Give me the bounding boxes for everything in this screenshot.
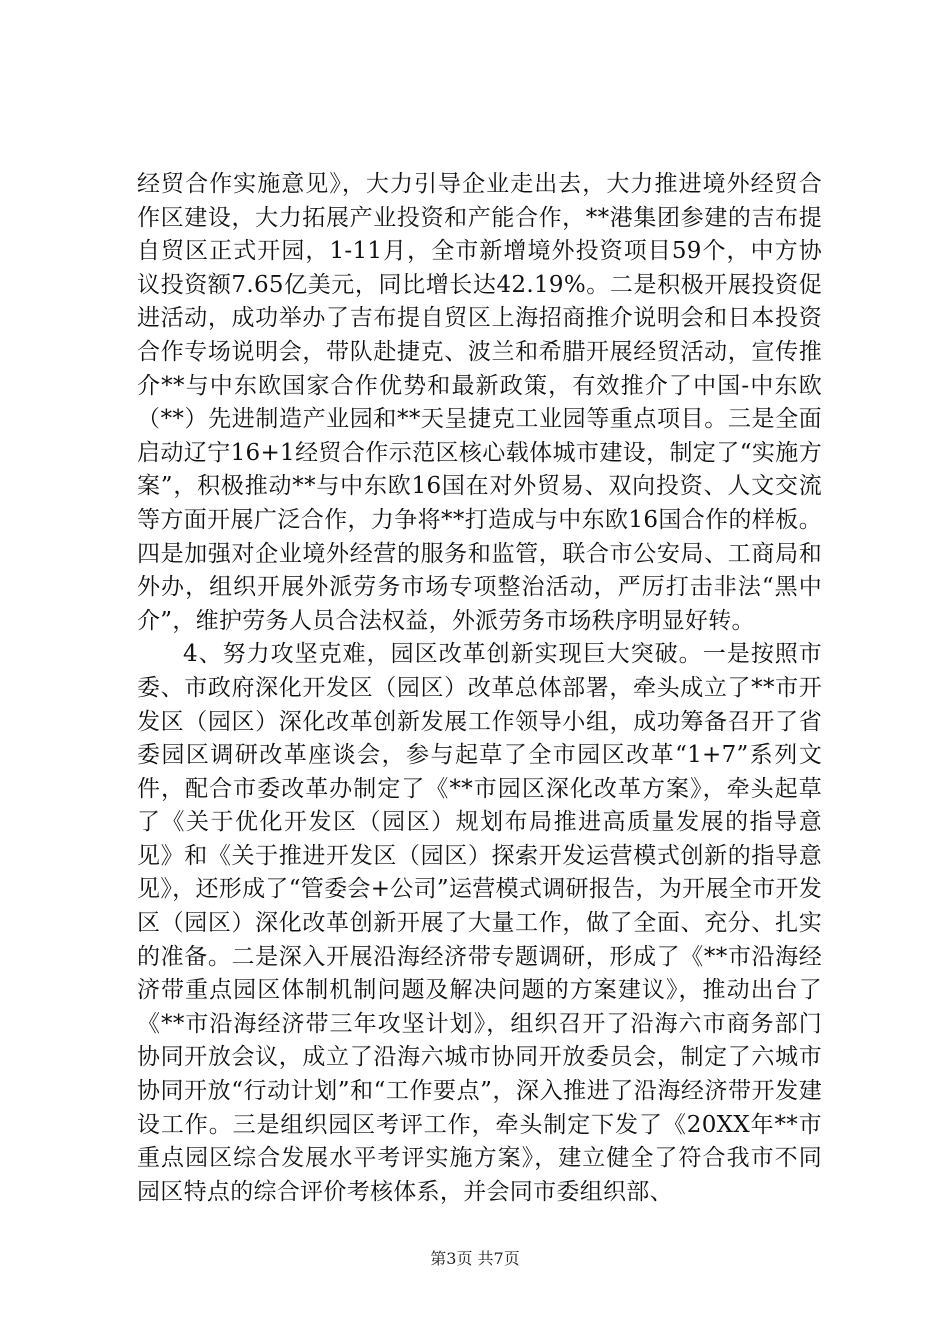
document-body — [137, 168, 822, 1209]
paragraph-2: 4、努力攻坚克难，园区改革创新实现巨大突破。一是按照市委、市政府深化开发区（园区）改革总体部署，牵头成立了**市开发区（园区）深化改革创新发展工作领导小组，成功筹备召开了省委园区调研改革座谈会，参与起草了全市园区改革“1+7”系列文件，配合市委改革办制定了《**市园区深化改革方案》，牵头起草了《关于优化开发区（园区）规划布局推进高质量发展的指导意见》和《关于推进开发区（园区）探索开发运营模式创新的指导意见》，还形成了“管委会+公司”运营模式调研报告，为开展全市开发区（园区）深化改革创新开展了大量工作，做了全面、充分、扎实的准备。二是深入开展沿海经济带专题调研，形成了《**市沿海经济带重点园区体制机制问题及解决问题的方案建议》，推动出台了《**市沿海经济带三年攻坚计划》，组织召开了沿海六市商务部门协同开放会议，成立了沿海六城市协同开放委员会，制定了六城市协同开放“行动计划”和“工作要点”，深入推进了沿海经济带开发建设工作。三是组织园区考评工作，牵头制定下发了《20XX年**市重点园区综合发展水平考评实施方案》，建立健全了符合我市不同园区特点的综合评价考核体系，并会同市委组织部、 — [137, 641, 822, 1205]
paragraph-1: 经贸合作实施意见》，大力引导企业走出去，大力推进境外经贸合作区建设，大力拓展产业投资和产能合作，**港集团参建的吉布提自贸区正式开园，1-11月，全市新增境外投资项目59个，中方协议投资额7.65亿美元，同比增长达42.19%。二是积极开展投资促进活动，成功举办了吉布提自贸区上海招商推介说明会和日本投资合作专场说明会，带队赴捷克、波兰和希腊开展经贸活动，宣传推介**与中东欧国家合作优势和最新政策，有效推介了中国-中东欧（**）先进制造产业园和**天呈捷克工业园等重点项目。三是全面启动辽宁16+1经贸合作示范区核心载体城市建设，制定了“实施方案”，积极推动**与中东欧16国在对外贸易、双向投资、人文交流等方面开展广泛合作，力争将**打造成与中东欧16国合作的样板。四是加强对企业境外经营的服务和监管，联合市公安局、工商局和外办，组织开展外派劳务市场专项整治活动，严厉打击非法“黑中介”，维护劳务人员合法权益，外派劳务市场秩序明显好转。 — [137, 171, 822, 634]
page-number-label: 第3页 共7页 — [430, 1249, 520, 1268]
page-footer — [0, 1246, 950, 1269]
